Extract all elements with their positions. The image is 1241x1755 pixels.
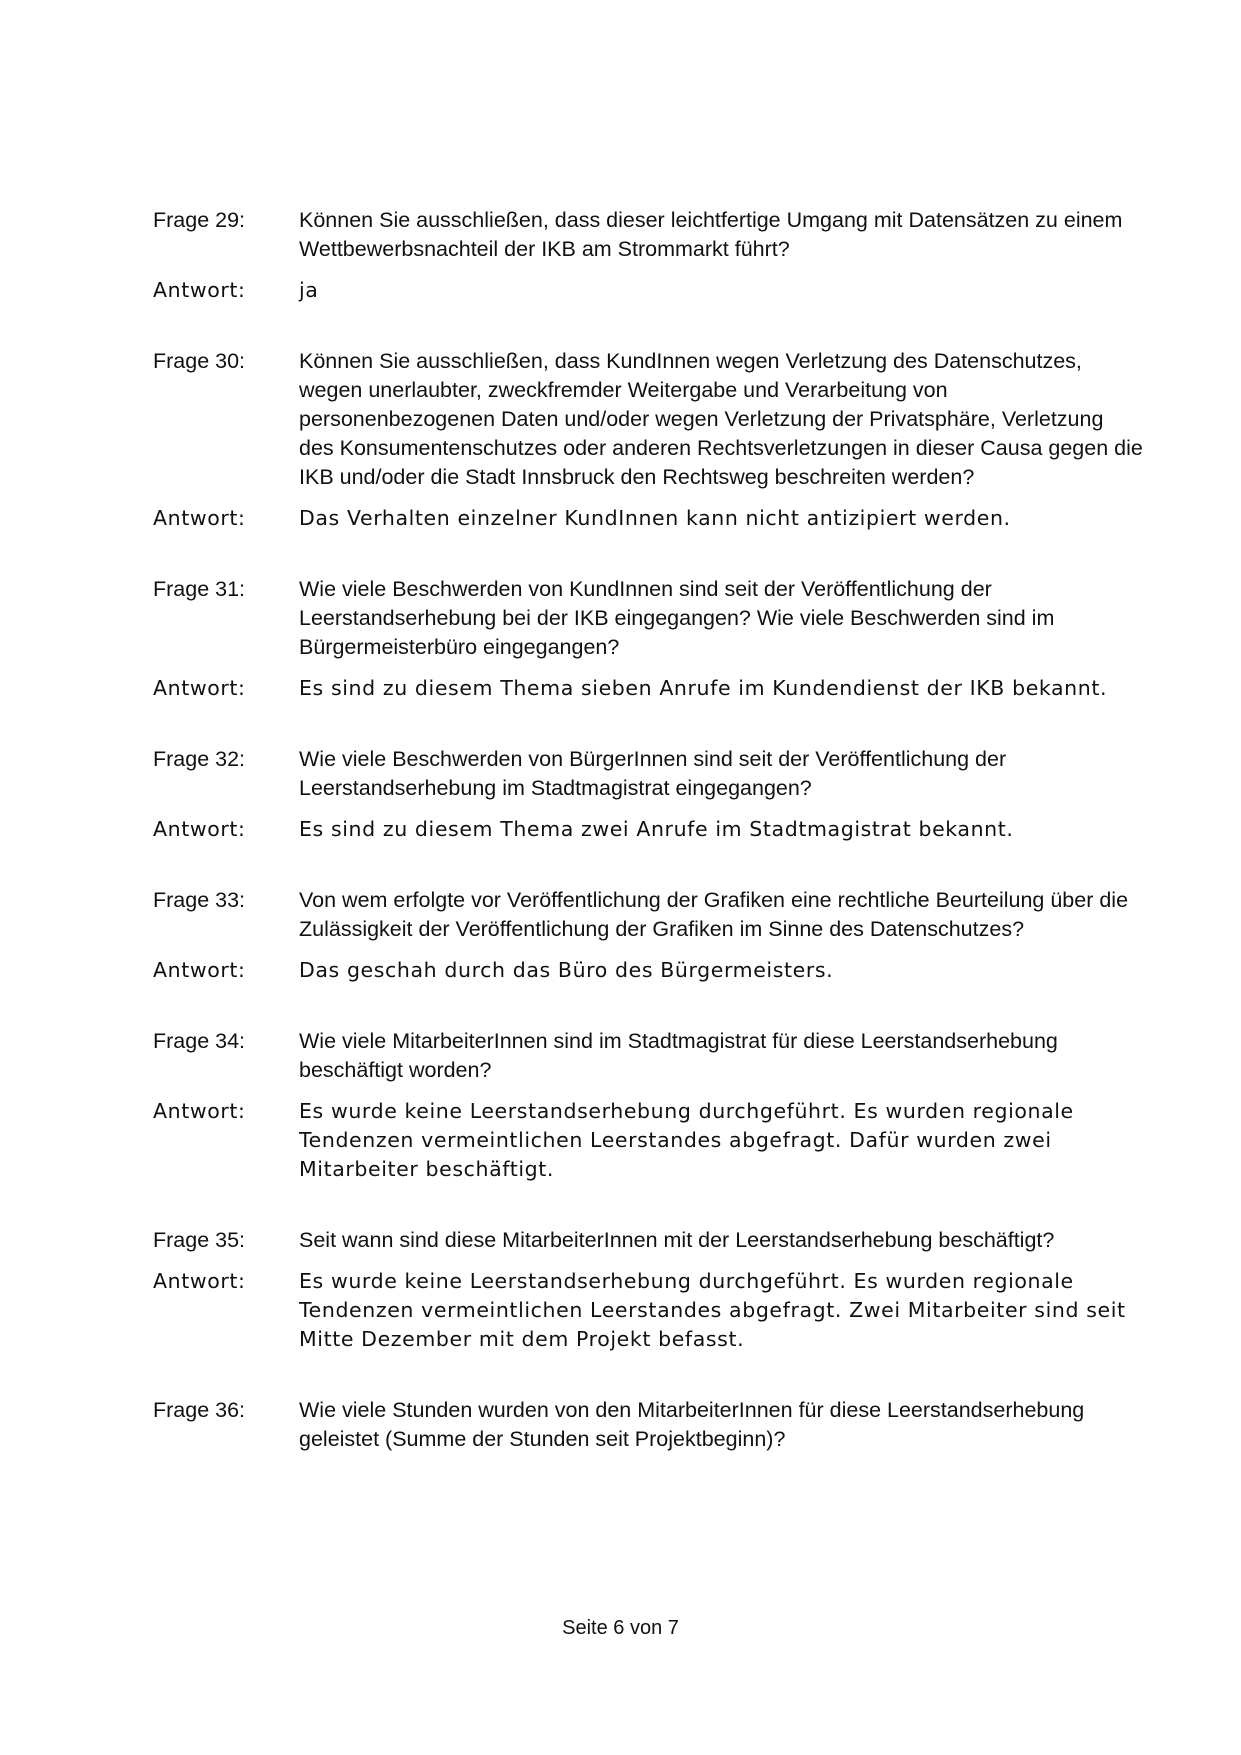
question-row [153, 886, 1143, 944]
page-number-footer: Seite 6 von 7 [562, 1617, 679, 1639]
question-text: Können Sie ausschließen, dass dieser leichtfertige Umgang mit Datensätzen zu einem Wettbewerbsnachteil der IKB am Strommarkt führt? [299, 208, 1123, 261]
qa-block-29 [153, 206, 1143, 305]
document-body [153, 206, 1143, 1496]
question-label: Frage 30: [153, 349, 246, 373]
qa-block-36 [153, 1396, 1143, 1454]
question-row [153, 745, 1143, 803]
question-row [153, 347, 1143, 492]
answer-row [153, 956, 1143, 985]
answer-label: Antwort: [153, 1269, 246, 1293]
answer-row [153, 1097, 1143, 1184]
answer-text: Das geschah durch das Büro des Bürgermeisters. [299, 958, 834, 982]
answer-text: Es sind zu diesem Thema sieben Anrufe im Kundendienst der IKB bekannt. [299, 676, 1108, 700]
answer-text: Es sind zu diesem Thema zwei Anrufe im Stadtmagistrat bekannt. [299, 817, 1014, 841]
qa-block-35 [153, 1226, 1143, 1354]
answer-label: Antwort: [153, 958, 246, 982]
question-text: Von wem erfolgte vor Veröffentlichung der Grafiken eine rechtliche Beurteilung über die Zulässigkeit der Veröffentlichung der Grafiken im Sinne des Datenschutzes? [299, 888, 1129, 941]
answer-label: Antwort: [153, 278, 246, 302]
answer-label: Antwort: [153, 1099, 246, 1123]
answer-text: Es wurde keine Leerstandserhebung durchgeführt. Es wurden regionale Tendenzen vermeintlichen Leerstandes abgefragt. Zwei Mitarbeiter sind seit Mitte Dezember mit dem Projekt befasst. [299, 1269, 1126, 1351]
answer-row [153, 1267, 1143, 1354]
question-label: Frage 33: [153, 888, 246, 912]
question-row [153, 575, 1143, 662]
answer-row [153, 674, 1143, 703]
answer-label: Antwort: [153, 676, 246, 700]
qa-block-33 [153, 886, 1143, 985]
answer-text: ja [299, 278, 319, 302]
question-text: Seit wann sind diese MitarbeiterInnen mit der Leerstandserhebung beschäftigt? [299, 1228, 1055, 1252]
question-label: Frage 29: [153, 208, 246, 232]
question-row [153, 1027, 1143, 1085]
qa-block-34 [153, 1027, 1143, 1184]
answer-row [153, 504, 1143, 533]
qa-block-30 [153, 347, 1143, 533]
qa-block-32 [153, 745, 1143, 844]
qa-block-31 [153, 575, 1143, 703]
answer-label: Antwort: [153, 817, 246, 841]
question-text: Können Sie ausschließen, dass KundInnen wegen Verletzung des Datenschutzes, wegen unerlaubter, zweckfremder Weitergabe und Verarbeitung von personenbezogenen Daten und/oder wegen Verletzung der Privatsphäre, Verletzung des Konsumentenschutzes oder anderen Rechtsverletzungen in dieser Causa gegen die IKB und/oder die Stadt Innsbruck den Rechtsweg beschreiten werden? [299, 349, 1143, 489]
question-row [153, 206, 1143, 264]
question-label: Frage 34: [153, 1029, 246, 1053]
answer-label: Antwort: [153, 506, 246, 530]
question-text: Wie viele Stunden wurden von den MitarbeiterInnen für diese Leerstandserhebung geleistet (Summe der Stunden seit Projektbeginn)? [299, 1398, 1085, 1451]
answer-text: Es wurde keine Leerstandserhebung durchgeführt. Es wurden regionale Tendenzen vermeintlichen Leerstandes abgefragt. Dafür wurden zwei Mitarbeiter beschäftigt. [299, 1099, 1074, 1181]
question-text: Wie viele Beschwerden von KundInnen sind seit der Veröffentlichung der Leerstandserhebung bei der IKB eingegangen? Wie viele Beschwerden sind im Bürgermeisterbüro eingegangen? [299, 577, 1055, 659]
question-text: Wie viele MitarbeiterInnen sind im Stadtmagistrat für diese Leerstandserhebung beschäftigt worden? [299, 1029, 1058, 1082]
answer-row [153, 815, 1143, 844]
question-row [153, 1396, 1143, 1454]
answer-row [153, 276, 1143, 305]
question-row [153, 1226, 1143, 1255]
question-label: Frage 36: [153, 1398, 246, 1422]
question-label: Frage 31: [153, 577, 246, 601]
question-text: Wie viele Beschwerden von BürgerInnen sind seit der Veröffentlichung der Leerstandserhebung im Stadtmagistrat eingegangen? [299, 747, 1007, 800]
question-label: Frage 35: [153, 1228, 246, 1252]
question-label: Frage 32: [153, 747, 246, 771]
answer-text: Das Verhalten einzelner KundInnen kann nicht antizipiert werden. [299, 506, 1011, 530]
